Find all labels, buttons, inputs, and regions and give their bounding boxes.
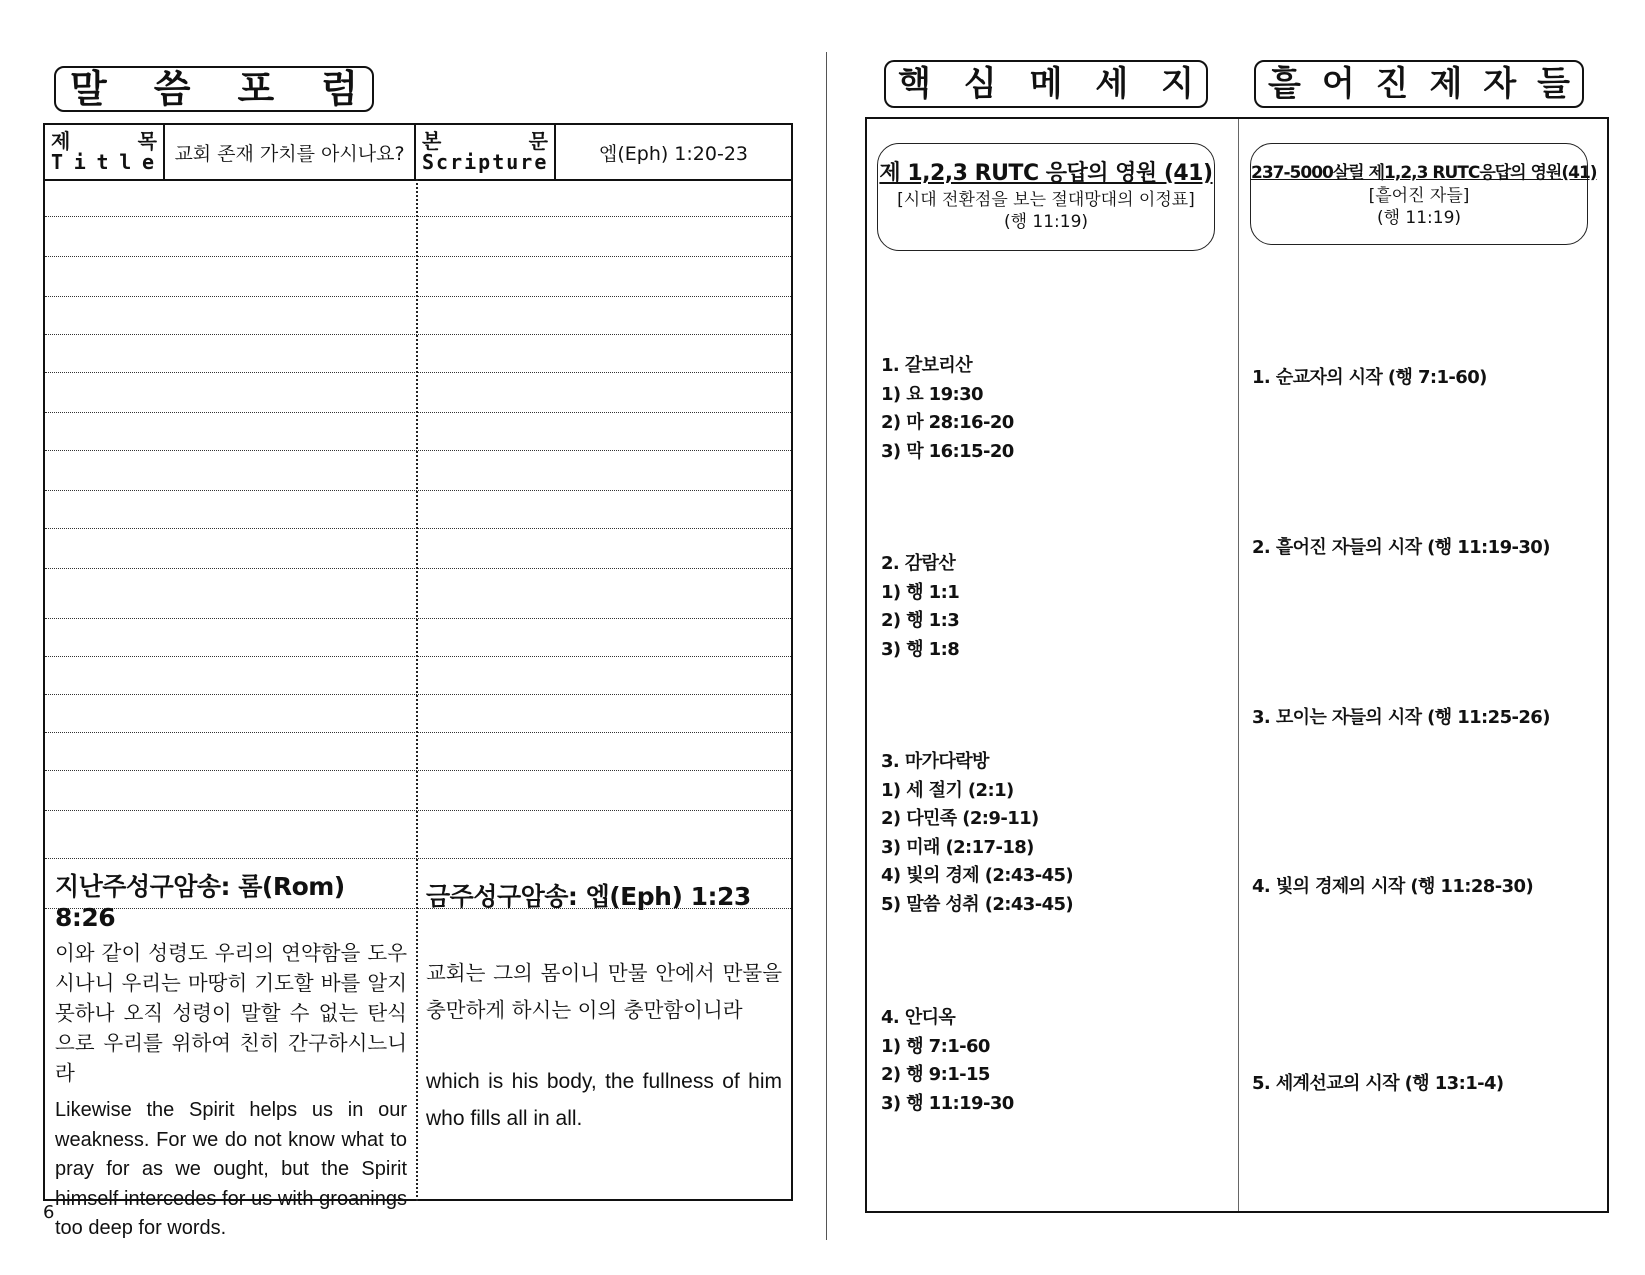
notes-table bbox=[43, 123, 793, 1239]
note-line bbox=[45, 858, 791, 859]
scattered-item: 2. 흩어진 자들의 시작 (행 11:19-30) bbox=[1252, 537, 1550, 558]
scattered-item: 5. 세계선교의 시작 (행 13:1-4) bbox=[1252, 1073, 1504, 1094]
list-item: 5) 말씀 성취 (2:43-45) bbox=[881, 893, 1074, 915]
core-message-box bbox=[877, 143, 1215, 251]
scattered-box-title: 237-5000살릴 제1,2,3 RUTC응답의 영원(41) bbox=[1251, 163, 1597, 183]
last-week-english: Likewise the Spirit helps us in our weakness. For we do not know what to pray for as we ought, but the Spirit himself intercedes for us with groanings too deep for words. bbox=[55, 1099, 407, 1239]
note-line bbox=[45, 770, 791, 771]
scripture-label-en: Scripture bbox=[422, 150, 549, 174]
list-item: 3) 미래 (2:17-18) bbox=[881, 836, 1034, 858]
core-section bbox=[881, 550, 959, 664]
title-label-en: T bbox=[51, 150, 67, 174]
title-label-ko: 목 bbox=[137, 129, 157, 153]
scattered-item: 4. 빛의 경제의 시작 (행 11:28-30) bbox=[1252, 876, 1534, 897]
note-line bbox=[45, 296, 791, 297]
scattered-box-ref: (행 11:19) bbox=[1376, 208, 1462, 228]
title-label-en: t bbox=[96, 150, 112, 174]
core-section bbox=[881, 1004, 1014, 1118]
message-box bbox=[865, 117, 1609, 1213]
scattered-box bbox=[1250, 143, 1597, 245]
page-number: 6 bbox=[43, 1202, 55, 1223]
title-char: 들 bbox=[1537, 64, 1570, 104]
core-message-title bbox=[884, 60, 1208, 108]
scattered-item: 1. 순교자의 시작 (행 7:1-60) bbox=[1252, 367, 1487, 388]
title-char: 메 bbox=[1029, 64, 1063, 104]
note-line bbox=[45, 334, 791, 335]
note-line bbox=[45, 656, 791, 657]
scripture-label-ko: 문 bbox=[528, 129, 548, 153]
title-char: 씀 bbox=[153, 67, 191, 111]
note-line bbox=[45, 216, 791, 217]
title-label-en: l bbox=[119, 150, 135, 174]
scattered-box-subtitle: [흩어진 자들] bbox=[1368, 186, 1470, 206]
list-item: 1) 세 절기 (2:1) bbox=[881, 779, 1014, 801]
core-section bbox=[881, 748, 1073, 919]
list-item: 2) 행 9:1-15 bbox=[881, 1064, 990, 1085]
list-item: 2) 행 1:3 bbox=[881, 610, 960, 631]
this-week-korean: 교회는 그의 몸이니 만물 안에서 만물을 충만하게 하시는 이의 충만함이니라 bbox=[426, 961, 782, 1022]
title-char: 진 bbox=[1375, 64, 1409, 104]
last-week-korean: 이와 같이 성령도 우리의 연약함을 도우시나니 우리는 마땅히 기도할 바를 알지 못하나 오직 성령이 말할 수 없는 탄식으로 우리를 위하여 친히 간구하시느니라 bbox=[55, 941, 407, 1085]
title-char: 핵 bbox=[898, 64, 931, 104]
this-week-english: which is his body, the fullness of him who fills all in all. bbox=[426, 1070, 782, 1130]
title-char: 럼 bbox=[321, 67, 358, 111]
section-heading: 4. 안디옥 bbox=[881, 1007, 956, 1028]
core-box-subtitle: [시대 전환점을 보는 절대망대의 이정표] bbox=[897, 190, 1195, 210]
sermon-forum-title bbox=[54, 66, 374, 112]
title-char: 지 bbox=[1161, 64, 1194, 104]
note-line bbox=[45, 732, 791, 733]
note-line bbox=[45, 568, 791, 569]
section-heading: 2. 감람산 bbox=[881, 553, 956, 574]
scattered-disciples-title bbox=[1254, 60, 1584, 108]
page-spine bbox=[826, 52, 827, 1240]
list-item: 3) 행 1:8 bbox=[881, 638, 960, 660]
scripture-label bbox=[416, 125, 556, 179]
title-char: 세 bbox=[1095, 64, 1129, 104]
title-char: 제 bbox=[1429, 64, 1463, 104]
scattered-item: 3. 모이는 자들의 시작 (행 11:25-26) bbox=[1252, 707, 1550, 728]
list-item: 1) 행 1:1 bbox=[881, 581, 960, 603]
this-week-verse bbox=[426, 877, 782, 1137]
section-heading: 3. 마가다락방 bbox=[881, 751, 989, 772]
list-item: 1) 요 19:30 bbox=[881, 383, 983, 405]
list-item: 3) 막 16:15-20 bbox=[881, 440, 1014, 462]
list-item: 1) 행 7:1-60 bbox=[881, 1035, 990, 1057]
title-char: 심 bbox=[963, 64, 997, 104]
note-line bbox=[45, 372, 791, 373]
last-week-heading: 지난주성구암송: 롬(Rom) 8:26 bbox=[55, 872, 345, 932]
title-label bbox=[45, 125, 165, 179]
title-char: 어 bbox=[1321, 64, 1355, 104]
note-line bbox=[45, 694, 791, 695]
scripture-label-ko: 본 bbox=[422, 129, 442, 153]
core-box-title: 제 1,2,3 RUTC 응답의 영원 (41) bbox=[879, 161, 1213, 186]
note-line bbox=[45, 450, 791, 451]
list-item: 4) 빛의 경제 (2:43-45) bbox=[881, 865, 1074, 886]
title-char: 자 bbox=[1483, 64, 1517, 104]
note-line bbox=[45, 256, 791, 257]
note-line bbox=[45, 618, 791, 619]
title-value: 교회 존재 가치를 아시나요? bbox=[165, 125, 416, 179]
note-line bbox=[45, 810, 791, 811]
list-item: 2) 마 28:16-20 bbox=[881, 412, 1014, 433]
last-week-verse bbox=[55, 867, 407, 1244]
column-divider bbox=[416, 179, 418, 1201]
scripture-value: 엡(Eph) 1:20-23 bbox=[598, 142, 749, 165]
title-label-ko: 제 bbox=[51, 129, 71, 153]
this-week-heading: 금주성구암송: 엡(Eph) 1:23 bbox=[426, 882, 751, 911]
note-line bbox=[45, 528, 791, 529]
core-section bbox=[881, 352, 1014, 466]
title-char: 흩 bbox=[1268, 64, 1301, 104]
title-label-en: e bbox=[141, 150, 157, 174]
note-line bbox=[45, 490, 791, 491]
title-label-en: i bbox=[73, 150, 89, 174]
list-item: 3) 행 11:19-30 bbox=[881, 1092, 1014, 1114]
table-header bbox=[45, 125, 791, 181]
section-heading: 1. 갈보리산 bbox=[881, 355, 972, 376]
title-char: 말 bbox=[70, 67, 107, 111]
note-line bbox=[45, 412, 791, 413]
column-divider bbox=[1238, 119, 1239, 1211]
title-char: 포 bbox=[237, 67, 275, 111]
list-item: 2) 다민족 (2:9-11) bbox=[881, 808, 1039, 829]
core-box-ref: (행 11:19) bbox=[1003, 212, 1089, 232]
